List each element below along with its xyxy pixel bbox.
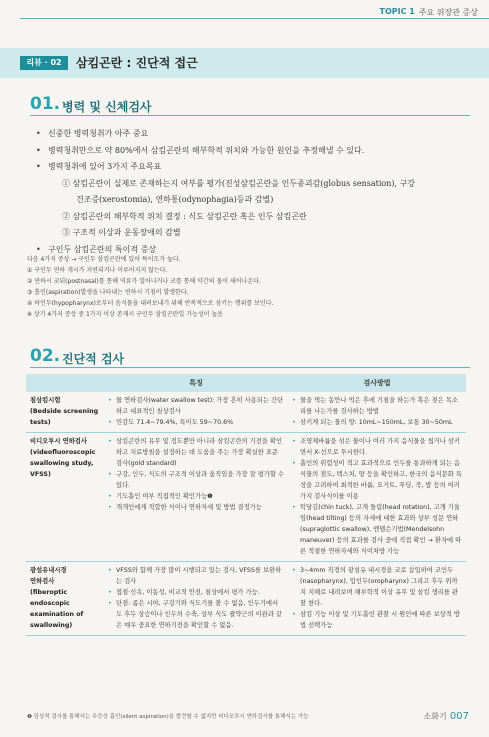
note-line: ① 구인두 연하 개시가 지연되거나 이루어지지 않는다.: [27, 267, 168, 274]
feature-item: • 삼킴곤란의 유무 및 정도뿐만 아니라 삼킴곤란의 기전을 확인하고 치료방침을 설정하는 데 도움을 주는 가장 확실한 표준검사(gold standard): [108, 436, 284, 469]
goal-item: ① 삼킴곤란이 실제로 존재하는지 여부를 평가(진성삼킴곤란을 인두종괴감(globus sensation), 구강: [62, 178, 416, 188]
feature-item: • 단점: 좁은 시야, 구강기와 식도기를 볼 수 없음, 인두기에서도 후두 상승이나 인두의 수축, 상부 식도 괄약근의 이완과 같은 매우 중요한 연하기전을 확인할 수 없음.: [108, 598, 284, 631]
topic-title: 주요 위장관 증상: [418, 8, 478, 17]
feature-item: • 접점·신속, 이동성, 비교적 안전, 침상에서 평가 가능.: [108, 587, 284, 598]
topic-header: [376, 7, 481, 18]
footnote: ❶ 임상적 검사를 통해서는 무증상 흡인(silent aspiration)을 발견할 수 없지만 비디오투시 연하검사를 통해서는 가능: [27, 714, 309, 720]
header-cell: [26, 374, 104, 392]
test-features: [104, 433, 288, 562]
test-name: 침삼킴시험 (Bedside screening tests): [26, 392, 104, 433]
page-label: 소화기: [423, 712, 447, 721]
banner-tag: 리뷰 · 02: [20, 56, 68, 70]
page-number: [424, 711, 469, 722]
section-2-title: 진단적 검사: [62, 352, 125, 366]
method-item: • 삼킴 기능 이상 및 기도흡인 관찰 시 원인에 따른 보상적 방법 선택가능: [292, 609, 462, 631]
table-row: [26, 433, 466, 562]
note-line: ③ 흡인(aspiration)발생을 나타내는 연하시 기침이 발생한다.: [27, 289, 189, 296]
table-row: [26, 392, 466, 433]
note-line: ④ 하인두(hypopharynx)로부터 음식물을 내려보내기 위해 반복적으로 삼키는 행위를 보인다.: [27, 300, 274, 307]
feature-item: • 개개인에게 적합한 식이나 연하자세 및 방법 결정가능: [108, 502, 284, 513]
feature-item: • 구강, 인두, 식도의 구조적 이상과 움직임을 가장 잘 평가할 수 있다.: [108, 469, 284, 491]
section-1-rule: [30, 115, 470, 116]
top-bar: [0, 0, 489, 36]
history-bullets: [36, 126, 476, 258]
page-num: 007: [449, 711, 469, 722]
topic-number: TOPIC 1: [379, 7, 415, 16]
section-2-number: 02.: [30, 346, 61, 366]
method-item: • 물을 먹는 동안나 먹은 후에 기침을 하는가 혹은 젖은 목소리를 나는가를 검사하는 방법: [292, 395, 462, 417]
top-rule: [20, 18, 489, 19]
table-row: [26, 562, 466, 636]
goal-item: ③ 구조적 이상과 운동장애의 감별: [62, 228, 181, 237]
goal-item-cont: 건조증(xerostomia), 연하통(odynophagia)등과 감별): [76, 195, 274, 204]
test-features: [104, 392, 288, 433]
feature-item: • 민감도 71.4~79.4%, 특이도 59~70.6%: [108, 417, 284, 428]
section-1-number: 01.: [30, 94, 61, 114]
header-cell: 검사방법: [288, 374, 466, 392]
banner-title: 삼킴곤란 : 진단적 접근: [76, 56, 198, 70]
goal-item: ② 삼킴곤란의 해부학적 위치 결정 : 식도 삼킴곤란 혹은 인두 삼킴곤란: [62, 211, 307, 221]
feature-item: • 물 연하검사(water swallow test): 가장 흔히 사용되는 간단하고 대표적인 침상검사: [108, 395, 284, 417]
table-header-row: [26, 374, 466, 392]
bullet-item: • 신중한 병력청취가 아주 중요: [36, 126, 476, 143]
note-line: ※ 상기 4가지 증상 중 1가지 이상 존재시 구인두 삼킴곤란일 가능성이 높음: [27, 311, 223, 318]
test-methods: [288, 562, 466, 636]
method-item: • 3~4mm 직경의 광섬유 내시경을 코로 삽입하여 코인두(nasopharynx), 입인두(oropharynx) 그리고 후두 위까지 지해로 내려보며 해부학적 이상 유무 및 삼킴 생리를 관찰 한다.: [292, 565, 462, 609]
note-line: 다음 4가지 증상 → 구인두 삼킴곤란에 있어 특이도가 높다.: [27, 256, 181, 263]
section-1-title: 병력 및 신체검사: [62, 100, 152, 114]
section-banner: [0, 48, 489, 78]
method-item: • 턱당김(chin tuck), 고개 돌림(head rotation), 고개 기울임(head tilting) 등의 자세에 대한 효과와 상부 성문 연하(supraglottic swallow), 멘델슨기법(Mendelsohn maneuver) 등의 효과를 검사 중에 직접 확인 → 환자에 따른 적절한 연하자세와 식이처방 가능: [292, 502, 462, 557]
symptom-note: [27, 254, 467, 320]
feature-item: • VFSS와 함께 가장 많이 시행되고 있는 검사, VFSS를 보완하는 검사: [108, 565, 284, 587]
bullet-item: • 병력청취에 있어 3가지 주요목표: [36, 159, 476, 176]
method-item: • 삼키게 되는 물의 양: 10mL~150mL, 보통 30~50mL: [292, 417, 462, 428]
bullet-item: • 병력청취만으로 약 80%에서 삼킴곤란의 해부학적 위치와 가능한 원인을 추정해낼 수 있다.: [36, 143, 476, 160]
test-methods: [288, 392, 466, 433]
test-name: 광섬유내시경 연하검사 (fiberoptic endoscopic examination of swallowing): [26, 562, 104, 636]
test-features: [104, 562, 288, 636]
method-item: • 흡인의 위험성이 적고 효과적으로 인두를 통과하게 되는 음식물의 점도, 텍스처, 양 등을 확인하고, 한국의 음식문화 특성을 고려하여 최적한 바륨, 요거트, 푸딩, 죽, 밥 등의 여러 가지 검사식이를 이용: [292, 458, 462, 502]
method-item: • 조영제바륨을 섞은 물이나 여러 가지 음식물을 씹거나 삼키면서 X-선으로 투시한다.: [292, 436, 462, 458]
test-methods: [288, 433, 466, 562]
bullet-item: • 구인두 삼킴곤란의 특이적 증상: [36, 242, 476, 259]
section-2-rule: [30, 367, 470, 368]
test-name: 비디오투시 연하검사 (videofluoroscopic swallowing study, VFSS): [26, 433, 104, 562]
header-cell: 특징: [104, 374, 288, 392]
note-line: ② 연하시 코뒤(postnasal)를 통해 역류가 일어나거나 코를 통해 약간의 물이 새어나온다.: [27, 278, 261, 285]
feature-item: • 기도흡인 여부 직접적인 확인가능❶: [108, 491, 284, 502]
diagnostic-tests-table: [26, 374, 466, 636]
